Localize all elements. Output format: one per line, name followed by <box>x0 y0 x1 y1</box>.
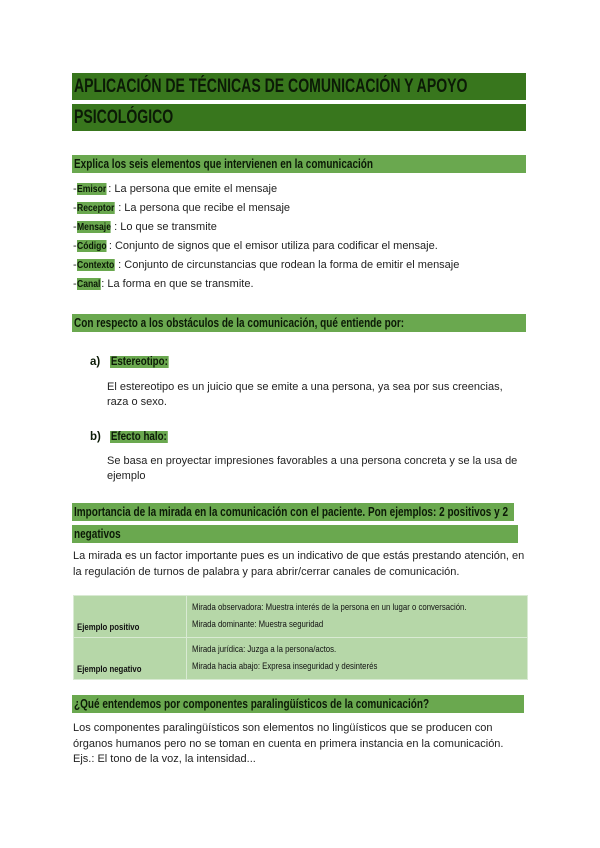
table-cell-line: Mirada dominante: Muestra seguridad <box>192 619 324 630</box>
subitem-a-label: Estereotipo: <box>110 356 168 368</box>
gaze-examples-table <box>73 595 528 680</box>
table-row-label-positive: Ejemplo positivo <box>74 596 187 638</box>
element-item-canal: -Canal: La forma en que se transmite. <box>73 278 254 290</box>
subitem-b-label: Efecto halo: <box>110 431 167 443</box>
section3-heading-band-2 <box>72 525 518 543</box>
desc-contexto: Conjunto de circunstancias que rodean la forma de emitir el mensaje <box>121 259 460 271</box>
element-item-receptor: -Receptor : La persona que recibe el mensaje <box>73 202 291 214</box>
page-title-line1: APLICACIÓN DE TÉCNICAS DE COMUNICACIÓN Y APOYO <box>74 76 468 97</box>
term-mensaje: Mensaje <box>76 221 111 233</box>
table-row-values-positive <box>187 596 528 638</box>
table-cell-line: Mirada hacia abajo: Expresa inseguridad y desinterés <box>192 661 378 672</box>
desc-canal: La forma en que se transmite. <box>104 278 254 290</box>
element-item-contexto: -Contexto : Conjunto de circunstancias que rodean la forma de emitir el mensaje <box>73 259 460 271</box>
table-row <box>74 596 528 638</box>
table-cell-line: Mirada observadora: Muestra interés de la persona en un lugar o conversación. <box>192 602 467 613</box>
desc-emisor: La persona que emite el mensaje <box>111 183 278 195</box>
term-codigo: Código <box>76 240 107 252</box>
subitem-a-line2: raza o sexo. <box>107 396 167 408</box>
element-item-mensaje: -Mensaje : Lo que se transmite <box>73 221 217 233</box>
section3-para-line1: La mirada es un factor importante pues es un indicativo de que estás prestando atención, en <box>73 550 525 562</box>
subitem-b-letter: b) <box>90 431 101 443</box>
table-row-values-negative <box>187 638 528 680</box>
element-item-emisor: -Emisor : La persona que emite el mensaje <box>73 183 278 195</box>
section2-heading: Con respecto a los obstáculos de la comunicación, qué entiende por: <box>74 316 405 330</box>
subitem-a-letter: a) <box>90 356 101 368</box>
table-cell-line: Mirada jurídica: Juzga a la persona/actos. <box>192 644 337 655</box>
section4-heading: ¿Qué entendemos por componentes paralingüísticos de la comunicación? <box>74 697 430 711</box>
element-item-codigo: -Código : Conjunto de signos que el emisor utiliza para codificar el mensaje. <box>73 240 438 252</box>
term-receptor: Receptor <box>76 202 114 214</box>
table-row <box>74 638 528 680</box>
page-title-line2: PSICOLÓGICO <box>74 107 174 128</box>
desc-receptor: La persona que recibe el mensaje <box>121 202 291 214</box>
subitem-a-line1: El estereotipo es un juicio que se emite a una persona, ya sea por sus creencias, <box>107 381 503 393</box>
section1-heading: Explica los seis elementos que intervienen en la comunicación <box>74 157 373 171</box>
term-emisor: Emisor <box>76 183 106 195</box>
section3-heading-line2: negativos <box>74 527 121 541</box>
term-contexto: Contexto <box>76 259 114 271</box>
subitem-b-line1: Se basa en proyectar impresiones favorables a una persona concreta y se la usa de <box>107 455 518 467</box>
subitem-b-line2: ejemplo <box>107 470 146 482</box>
section4-line3: Ejs.: El tono de la voz, la intensidad... <box>73 753 256 765</box>
table-row-label-negative: Ejemplo negativo <box>74 638 187 680</box>
term-canal: Canal <box>76 278 101 290</box>
desc-mensaje: Lo que se transmite <box>117 221 217 233</box>
section4-line1: Los componentes paralingüísticos son elementos no lingüísticos que se producen con <box>73 722 493 734</box>
section3-para-line2: la regulación de turnos de palabra y para abrir/cerrar canales de comunicación. <box>73 566 460 578</box>
desc-codigo: Conjunto de signos que el emisor utiliza para codificar el mensaje. <box>111 240 438 252</box>
section4-line2: órganos humanos pero no se toman en cuenta en primera instancia en la comunicación. <box>73 738 504 750</box>
subitem-b <box>90 431 178 443</box>
subitem-a <box>90 356 179 368</box>
section3-heading-line1: Importancia de la mirada en la comunicación con el paciente. Pon ejemplos: 2 positivos y 2 <box>74 505 509 519</box>
